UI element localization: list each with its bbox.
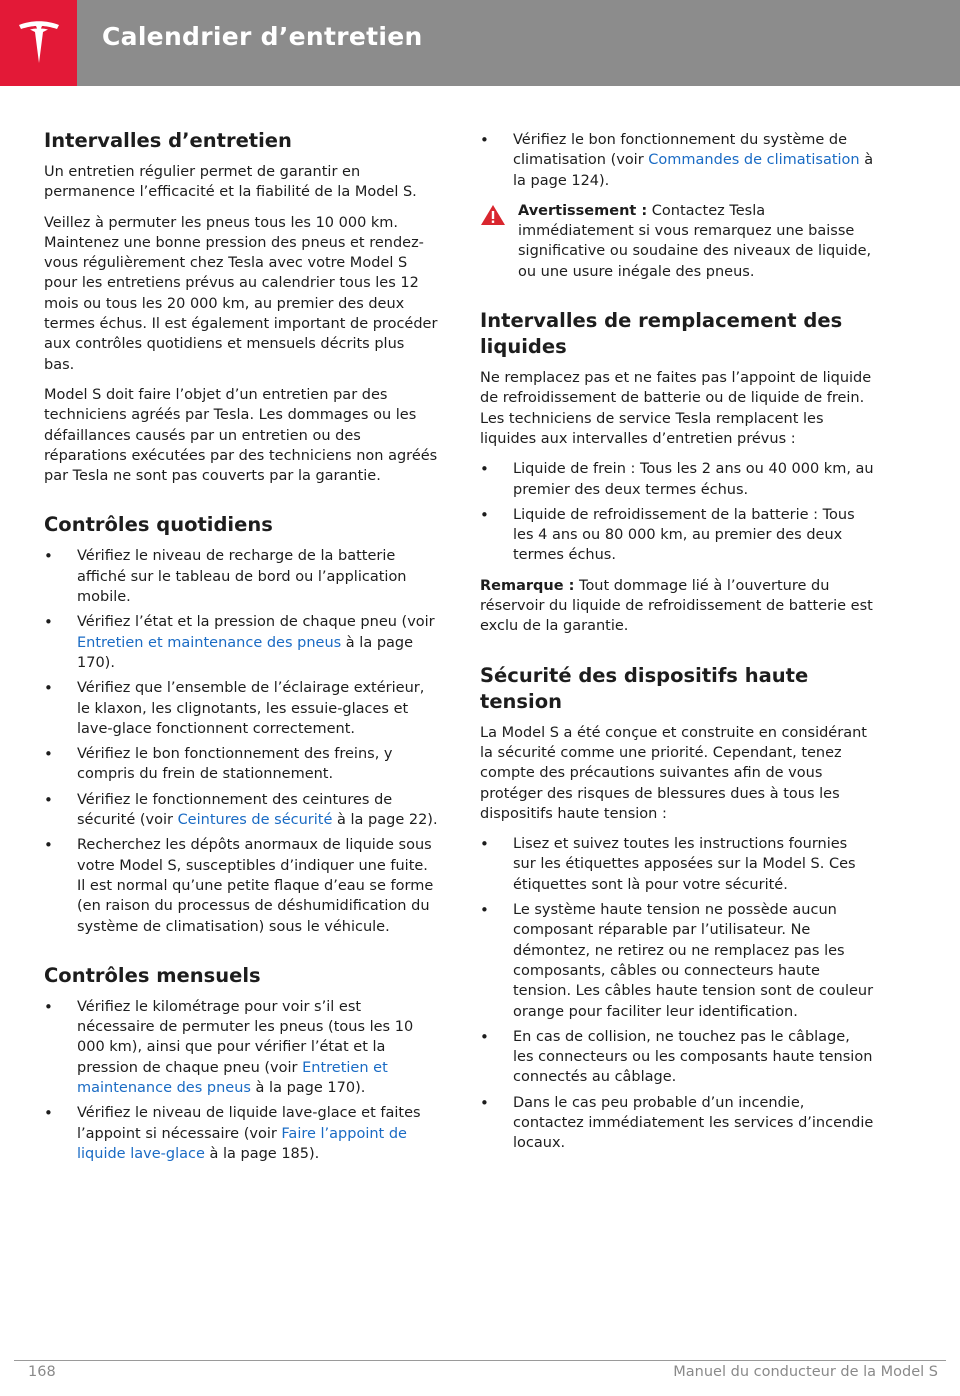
section-heading-fluid-intervals: Intervalles de remplacement des liquides [480, 309, 843, 359]
list-item: • Dans le cas peu probable d’un incendie, contactez immédiatement les services d’incendie locaux. [480, 1093, 874, 1154]
monthly-checks-list-continued [480, 130, 874, 191]
list-item: • Vérifiez le kilométrage pour voir s’il est nécessaire de permuter les pneus (tous les 10 000 km), ainsi que pour vérifier l’état et la pression de chaque pneu (voir Entretien et maintenance des pneus à la page 170). [44, 997, 438, 1098]
list-item: • Le système haute tension ne possède aucun composant réparable par l’utilisateur. Ne démontez, ne retirez ou ne remplacez pas les composants, câbles ou connecteurs haute tension. Les câbles haute tension sont de couleur orange pour faciliter leur identification. [480, 900, 874, 1022]
section-heading-daily-checks: Contrôles quotidiens [44, 513, 273, 537]
manual-name: Manuel du conducteur de la Model S [673, 1364, 938, 1380]
list-item: • Vérifiez le bon fonctionnement des freins, y compris du frein de stationnement. [44, 744, 438, 785]
warning-callout [480, 201, 874, 282]
paragraph: Ne remplacez pas et ne faites pas l’appoint de liquide de refroidissement de batterie ou de liquide de frein. Les techniciens de service Tesla remplacent les liquides aux intervalles d’entretien prévus : [480, 370, 872, 447]
paragraph: La Model S a été conçue et construite en considérant la sécurité comme une priorité. Cependant, tenez compte des précautions suivantes afin de vous protéger des risques de blessures dues à tous les dispositifs haute tension : [480, 724, 867, 822]
warning-label: Avertissement : [518, 202, 648, 219]
list-item: • Vérifiez l’état et la pression de chaque pneu (voir Entretien et maintenance des pneus à la page 170). [44, 612, 438, 673]
left-column [44, 128, 438, 1174]
section-heading-monthly-checks: Contrôles mensuels [44, 963, 261, 987]
fluid-intervals-list [480, 459, 874, 565]
tesla-logo-icon [17, 19, 61, 67]
page-title: Calendrier d’entretien [102, 22, 423, 51]
paragraph: Veillez à permuter les pneus tous les 10 000 km. Maintenez une bonne pression des pneus et rendez-vous régulièrement chez Tesla avec votre Model S pour les entretiens prévus au calendrier tous les 12 mois ou tous les 20 000 km, au premier des deux termes échus. Il est également important de procéder aux contrôles quotidiens et mensuels décrits plus bas. [44, 214, 438, 373]
list-item: • Liquide de refroidissement de la batterie : Tous les 4 ans ou 80 000 km, au premier des deux termes échus. [480, 505, 874, 566]
note-text: Tout dommage lié à l’ouverture du réservoir du liquide de refroidissement de batterie est exclu de la garantie. [480, 577, 873, 635]
section-heading-intervals: Intervalles d’entretien [44, 129, 292, 152]
list-item: • Vérifiez le fonctionnement des ceintures de sécurité (voir Ceintures de sécurité à la page 22). [44, 790, 438, 831]
daily-checks-list [44, 546, 438, 936]
note [480, 576, 874, 637]
link-tire-maintenance[interactable]: Entretien et maintenance des pneus [77, 1059, 388, 1096]
list-item: • Vérifiez que l’ensemble de l’éclairage extérieur, le klaxon, les clignotants, les essuie-glaces et lave-glace fonctionnent correctement. [44, 678, 438, 739]
monthly-checks-list [44, 997, 438, 1164]
right-column [480, 130, 874, 1164]
list-item: • Vérifiez le niveau de liquide lave-glace et faites l’appoint si nécessaire (voir Faire l’appoint de liquide lave-glace à la page 185). [44, 1103, 438, 1164]
section-heading-high-voltage: Sécurité des dispositifs haute tension [480, 663, 809, 713]
page-header [0, 0, 960, 86]
paragraph: Model S doit faire l’objet d’un entretien par des techniciens agréés par Tesla. Les dommages ou les défaillances causés par un entretien ou des réparations exécutées par des techniciens non agréés par Tesla ne sont pas couverts par la garantie. [44, 386, 438, 485]
list-item: • Lisez et suivez toutes les instructions fournies sur les étiquettes apposées sur la Model S. Ces étiquettes sont là pour votre sécurité. [480, 834, 874, 895]
note-label: Remarque : [480, 577, 575, 594]
warning-text: Contactez Tesla immédiatement si vous remarquez une baisse significative ou soudaine des niveaux de liquide, ou une usure inégale des pneus. [518, 202, 872, 280]
link-climate-controls[interactable]: Commandes de climatisation [648, 152, 860, 169]
link-washer-fluid[interactable]: Faire l’appoint de liquide lave-glace [77, 1125, 407, 1162]
list-item: • Recherchez les dépôts anormaux de liquide sous votre Model S, susceptibles d’indiquer une fuite. Il est normal qu’une petite flaque d’eau se forme (en raison du processus de déshumidification du système de climatisation) sous le véhicule. [44, 835, 438, 936]
list-item: • Vérifiez le niveau de recharge de la batterie affiché sur le tableau de bord ou l’application mobile. [44, 546, 438, 607]
tesla-logo [0, 0, 77, 86]
list-item: • Liquide de frein : Tous les 2 ans ou 40 000 km, au premier des deux termes échus. [480, 459, 874, 500]
link-seat-belts[interactable]: Ceintures de sécurité [177, 812, 333, 829]
page-number: 168 [28, 1364, 56, 1380]
paragraph: Un entretien régulier permet de garantir en permanence l’efficacité et la fiabilité de la Model S. [44, 164, 417, 201]
list-item: • En cas de collision, ne touchez pas le câblage, les connecteurs ou les composants haute tension connectés au câblage. [480, 1027, 874, 1088]
link-tire-maintenance[interactable]: Entretien et maintenance des pneus [77, 634, 342, 651]
high-voltage-list [480, 834, 874, 1153]
list-item: • Vérifiez le bon fonctionnement du système de climatisation (voir Commandes de climatisation à la page 124). [480, 130, 874, 191]
warning-triangle-icon [480, 204, 506, 226]
footer-divider [14, 1360, 946, 1361]
